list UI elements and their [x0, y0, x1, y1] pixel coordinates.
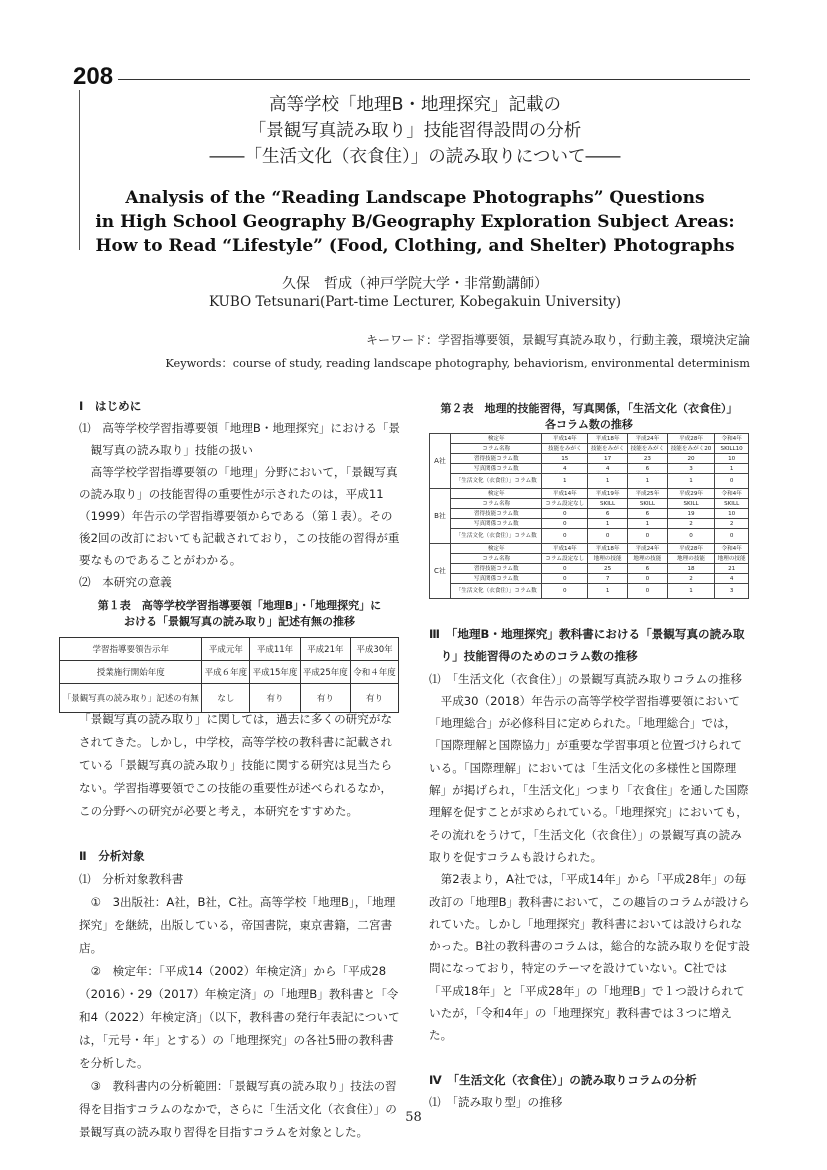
table-cell: 平成15年度 [250, 661, 300, 684]
table-cell: 6 [628, 464, 668, 474]
table-row [430, 489, 749, 499]
table-row [430, 434, 749, 444]
table-cell: 1 [588, 584, 628, 599]
table-cell: 令和4年 [715, 489, 749, 499]
table-cell: SKILL [667, 499, 715, 509]
author-ja: 久保 哲成（神戸学院大学・非常勤講師） [282, 276, 548, 292]
title-en-line-3: How to Read “Lifestyle” (Food, Clothing, and Shelter) Photographs [95, 236, 735, 256]
title-en-line-1: Analysis of the “Reading Landscape Photographs” Questions [125, 188, 705, 208]
table-cell: 20 [667, 454, 715, 464]
company-cell: A社 [430, 434, 451, 489]
row-header-cell: コラム名称 [451, 499, 542, 509]
table-cell: 0 [542, 574, 588, 584]
title-ja-line-2: 「景観写真読み取り」技能習得設問の分析 [248, 121, 582, 141]
table-cell: 25 [588, 564, 628, 574]
table-row [430, 574, 749, 584]
table-cell: 平成11年 [250, 638, 300, 661]
author-en: KUBO Tetsunari(Part-time Lecturer, Kobegakuin University) [208, 294, 622, 310]
table-cell: 1 [628, 519, 668, 529]
table-cell: 1 [542, 474, 588, 489]
table-cell: 0 [542, 529, 588, 544]
table-row [430, 474, 749, 489]
paragraph: 平成30（2018）年告示の高等学校学習指導要領において「地理総合」が必修科目に定められた。「地理総合」では，「国際理解と国際協力」が重要な学習事項と位置づけられている。「国際理解」においては「生活文化の多様性と国際理解」が掲げられ，「生活文化」つまり「衣食住」を通した国際理解を促すことが求められている。「地理探究」においても，その流れをうけて，「生活文化（衣食住）」の景観写真の読み取りを促すコラムも設けられた。 [429, 693, 749, 864]
table-cell: 6 [588, 509, 628, 519]
section-heading: Ⅲ 「地理B・地理探究」教科書における「景観写真の読み取り」技能習得のためのコラム数の推移 [429, 627, 745, 664]
table-cell: 4 [715, 574, 749, 584]
table-cell: 0 [588, 529, 628, 544]
row-header-cell: 「生活文化（衣食住）」コラム数 [451, 529, 542, 544]
subsection-heading: ⑴ 「生活文化（衣食住）」の景観写真読み取りコラムの推移 [429, 671, 742, 686]
paragraph: 「景観写真の読み取り」に関しては，過去に多くの研究がなされてきた。しかし，中学校，高等学校の教科書に記載されている「景観写真の読み取り」技能に関する研究は見当たらない。学習指導要領でこの技能の重要性が述べられるなか，この分野への研究が必要と考え，本研究をすすめた。 [79, 712, 393, 818]
table-cell: 平成14年 [542, 489, 588, 499]
table-cell: コラム設定なし [542, 554, 588, 564]
table-row [60, 661, 399, 684]
table-cell: 2 [667, 574, 715, 584]
table-cell: 6 [628, 564, 668, 574]
page-number: 208 [73, 63, 114, 90]
table-cell: 技能をみがく20 [667, 444, 715, 454]
company-cell: B社 [430, 489, 451, 544]
table-cell: 18 [667, 564, 715, 574]
right-column [429, 623, 750, 1113]
row-header-cell: 「生活文化（衣食住）」コラム数 [451, 584, 542, 599]
table-cell: 有り [300, 684, 350, 713]
title-en-line-2: in High School Geography B/Geography Exploration Subject Areas: [95, 212, 735, 232]
table-cell: 7 [588, 574, 628, 584]
table-cell: 平成29年 [667, 489, 715, 499]
table-row [430, 529, 749, 544]
table1-caption [79, 598, 400, 630]
keywords-en: Keywords：course of study, reading landscape photography, behaviorism, environmental determinism [165, 357, 750, 370]
table-cell: 1 [667, 584, 715, 599]
table-cell: 平成28年 [667, 434, 715, 444]
table-cell: 0 [628, 584, 668, 599]
section-heading-intro: Ⅰ はじめに [79, 399, 142, 413]
row-header-cell: 「生活文化（衣食住）」コラム数 [451, 474, 542, 489]
row-header-cell: 検定年 [451, 434, 542, 444]
left-column-top [79, 395, 400, 593]
row-header-cell: 写真関係コラム数 [451, 574, 542, 584]
keywords-ja: キーワード：学習指導要領，景観写真読み取り，行動主義，環境決定論 [365, 333, 750, 347]
paragraph: 高等学校学習指導要領の「地理」分野において，「景観写真の読み取り」の技能習得の重要性が示されたのは，平成11（1999）年告示の学習指導要領からである（第１表）。その後2回の改訂においても記載されており，この技能の習得が重要なものであることがわかる。 [79, 465, 400, 567]
table-cell: 4 [542, 464, 588, 474]
table-cell: 0 [542, 564, 588, 574]
table-cell: 2 [715, 519, 749, 529]
table-row [430, 454, 749, 464]
table-cell: 15 [542, 454, 588, 464]
table-row [430, 544, 749, 554]
title-ja-line-3: ――「生活文化（衣食住）」の読み取りについて―― [209, 147, 621, 167]
table1-caption-line: 第１表 高等学校学習指導要領「地理B」・「地理探究」に [97, 599, 382, 612]
table-cell: 10 [715, 509, 749, 519]
table-cell: 技能をみがく [628, 444, 668, 454]
footer-page-number: 58 [405, 1110, 422, 1125]
table-cell: SKILL10 [715, 444, 749, 454]
table-cell: 学習指導要領告示年 [60, 638, 202, 661]
table-cell: 0 [542, 509, 588, 519]
table-cell: なし [202, 684, 250, 713]
table-cell: 有り [250, 684, 300, 713]
table-cell: 平成28年 [667, 544, 715, 554]
table-cell: 1 [588, 519, 628, 529]
table-cell: 平成25年度 [300, 661, 350, 684]
table-cell: 令和4年 [715, 434, 749, 444]
table-cell: 17 [588, 454, 628, 464]
table-row [60, 638, 399, 661]
table-cell: 1 [628, 474, 668, 489]
table-row [430, 464, 749, 474]
table-cell: 技能をみがく [542, 444, 588, 454]
table1-caption-line: おける「景観写真の読み取り」記述有無の推移 [124, 615, 355, 628]
table-cell: SKILL [588, 499, 628, 509]
table-cell: 0 [542, 519, 588, 529]
paragraph: 第2表より，A社では，「平成14年」から「平成28年」の毎改訂の「地理B」教科書において，この趣旨のコラムが設けられていた。しかし「地理探究」教科書においては設けられなかった。B社の教科書のコラムは，総合的な読み取りを促す設問になっており，特定のテーマを設けていない。C社では「平成18年」と「平成28年」の「地理B」で１つ設けられていたが，「令和4年」の「地理探究」教科書では３つに増えた。 [429, 872, 750, 1043]
table-cell: 平成18年 [588, 434, 628, 444]
row-header-cell: 習得技能コラム数 [451, 509, 542, 519]
table-cell: 令和4年 [715, 544, 749, 554]
table2-caption-line: 各コラム数の推移 [545, 418, 633, 431]
table-row [430, 519, 749, 529]
subsection-heading: ⑴ 「読み取り型」の推移 [429, 1094, 563, 1109]
table2 [429, 433, 749, 599]
table-cell: 平成25年 [628, 489, 668, 499]
table1 [59, 637, 399, 713]
table-cell: 地理の技能 [715, 554, 749, 564]
table-cell: 平成14年 [542, 544, 588, 554]
title-ja-line-1: 高等学校「地理B・地理探究」記載の [268, 95, 561, 115]
table-cell: 23 [628, 454, 668, 464]
row-header-cell: 検定年 [451, 544, 542, 554]
table-cell: 1 [715, 464, 749, 474]
table-cell: 6 [628, 509, 668, 519]
table-row [430, 444, 749, 454]
table-cell: 2 [667, 519, 715, 529]
table-cell: 19 [667, 509, 715, 519]
paragraph: ② 検定年：「平成14（2002）年検定済」から「平成28（2016）・29（2017）年検定済」の「地理B」教科書と「令和4（2022）年検定済」（以下，教科書の発行年表記については，「元号・年」とする）の「地理探究」の各社5冊の教科書を分析した。 [79, 964, 400, 1070]
section-heading: Ⅱ 分析対象 [79, 849, 145, 863]
table-row [430, 554, 749, 564]
table-cell: 「景観写真の読み取り」記述の有無 [60, 684, 202, 713]
paragraph: ① 3出版社：A社，B社，C社。高等学校「地理B」，「地理探究」を継続，出版している，帝国書院，東京書籍，二宮書店。 [79, 895, 396, 955]
table-cell: 平成元年 [202, 638, 250, 661]
table-row [430, 499, 749, 509]
table-cell: 平成30年 [350, 638, 398, 661]
table2-caption-line: 第２表 地理的技能習得，写真関係，「生活文化（衣食住）」 [440, 402, 738, 415]
table2-caption [429, 401, 749, 433]
table-row [430, 509, 749, 519]
table-cell: SKILL [628, 499, 668, 509]
row-header-cell: 検定年 [451, 489, 542, 499]
section-heading: Ⅳ 「生活文化（衣食住）」の読み取りコラムの分析 [429, 1072, 697, 1087]
row-header-cell: 写真関係コラム数 [451, 464, 542, 474]
table-cell: 1 [667, 474, 715, 489]
table-cell: 0 [715, 529, 749, 544]
table-cell: 有り [350, 684, 398, 713]
table-cell: 21 [715, 564, 749, 574]
table-cell: 0 [542, 584, 588, 599]
table-cell: 技能をみがく [588, 444, 628, 454]
company-cell: C社 [430, 544, 451, 599]
left-column-bottom [79, 708, 400, 1144]
table-cell: 地理の技能 [667, 554, 715, 564]
subsection-heading: ⑴ 分析対象教科書 [79, 872, 184, 886]
table-cell: 0 [628, 574, 668, 584]
table-row [430, 584, 749, 599]
table-cell: 10 [715, 454, 749, 464]
table-cell: 地理の技能 [628, 554, 668, 564]
row-header-cell: コラム名称 [451, 444, 542, 454]
table-cell: 3 [715, 584, 749, 599]
row-header-cell: コラム名称 [451, 554, 542, 564]
table-cell: 平成19年 [588, 489, 628, 499]
row-header-cell: 習得技能コラム数 [451, 454, 542, 464]
table-cell: 平成18年 [588, 544, 628, 554]
subsection-heading: ⑵ 本研究の意義 [79, 575, 172, 589]
row-header-cell: 習得技能コラム数 [451, 564, 542, 574]
table-cell: 1 [588, 474, 628, 489]
table-cell: 0 [667, 529, 715, 544]
table-cell: 平成６年度 [202, 661, 250, 684]
table-cell: 地理の技能 [588, 554, 628, 564]
table-cell: 授業施行開始年度 [60, 661, 202, 684]
table-cell: 4 [588, 464, 628, 474]
table-cell: 0 [628, 529, 668, 544]
table-cell: コラム設定なし [542, 499, 588, 509]
header-rule [118, 79, 750, 80]
paragraph: ③ 教科書内の分析範囲：「景観写真の読み取り」技法の習得を目指すコラムのなかで，さらに「生活文化（衣食住）」の景観写真の読み取り習得を目指すコラムを対象とした。 [79, 1079, 397, 1139]
table-cell: 平成21年 [300, 638, 350, 661]
table-cell: 0 [715, 474, 749, 489]
table-cell: 令和４年度 [350, 661, 398, 684]
row-header-cell: 写真関係コラム数 [451, 519, 542, 529]
table-cell: SKILL [715, 499, 749, 509]
subsection-heading: ⑴ 高等学校学習指導要領「地理B・地理探究」における「景観写真の読み取り」技能の扱い [79, 421, 400, 457]
table-cell: 平成14年 [542, 434, 588, 444]
table-cell: 平成24年 [628, 544, 668, 554]
table-cell: 3 [667, 464, 715, 474]
table-cell: 平成24年 [628, 434, 668, 444]
table-row [430, 564, 749, 574]
